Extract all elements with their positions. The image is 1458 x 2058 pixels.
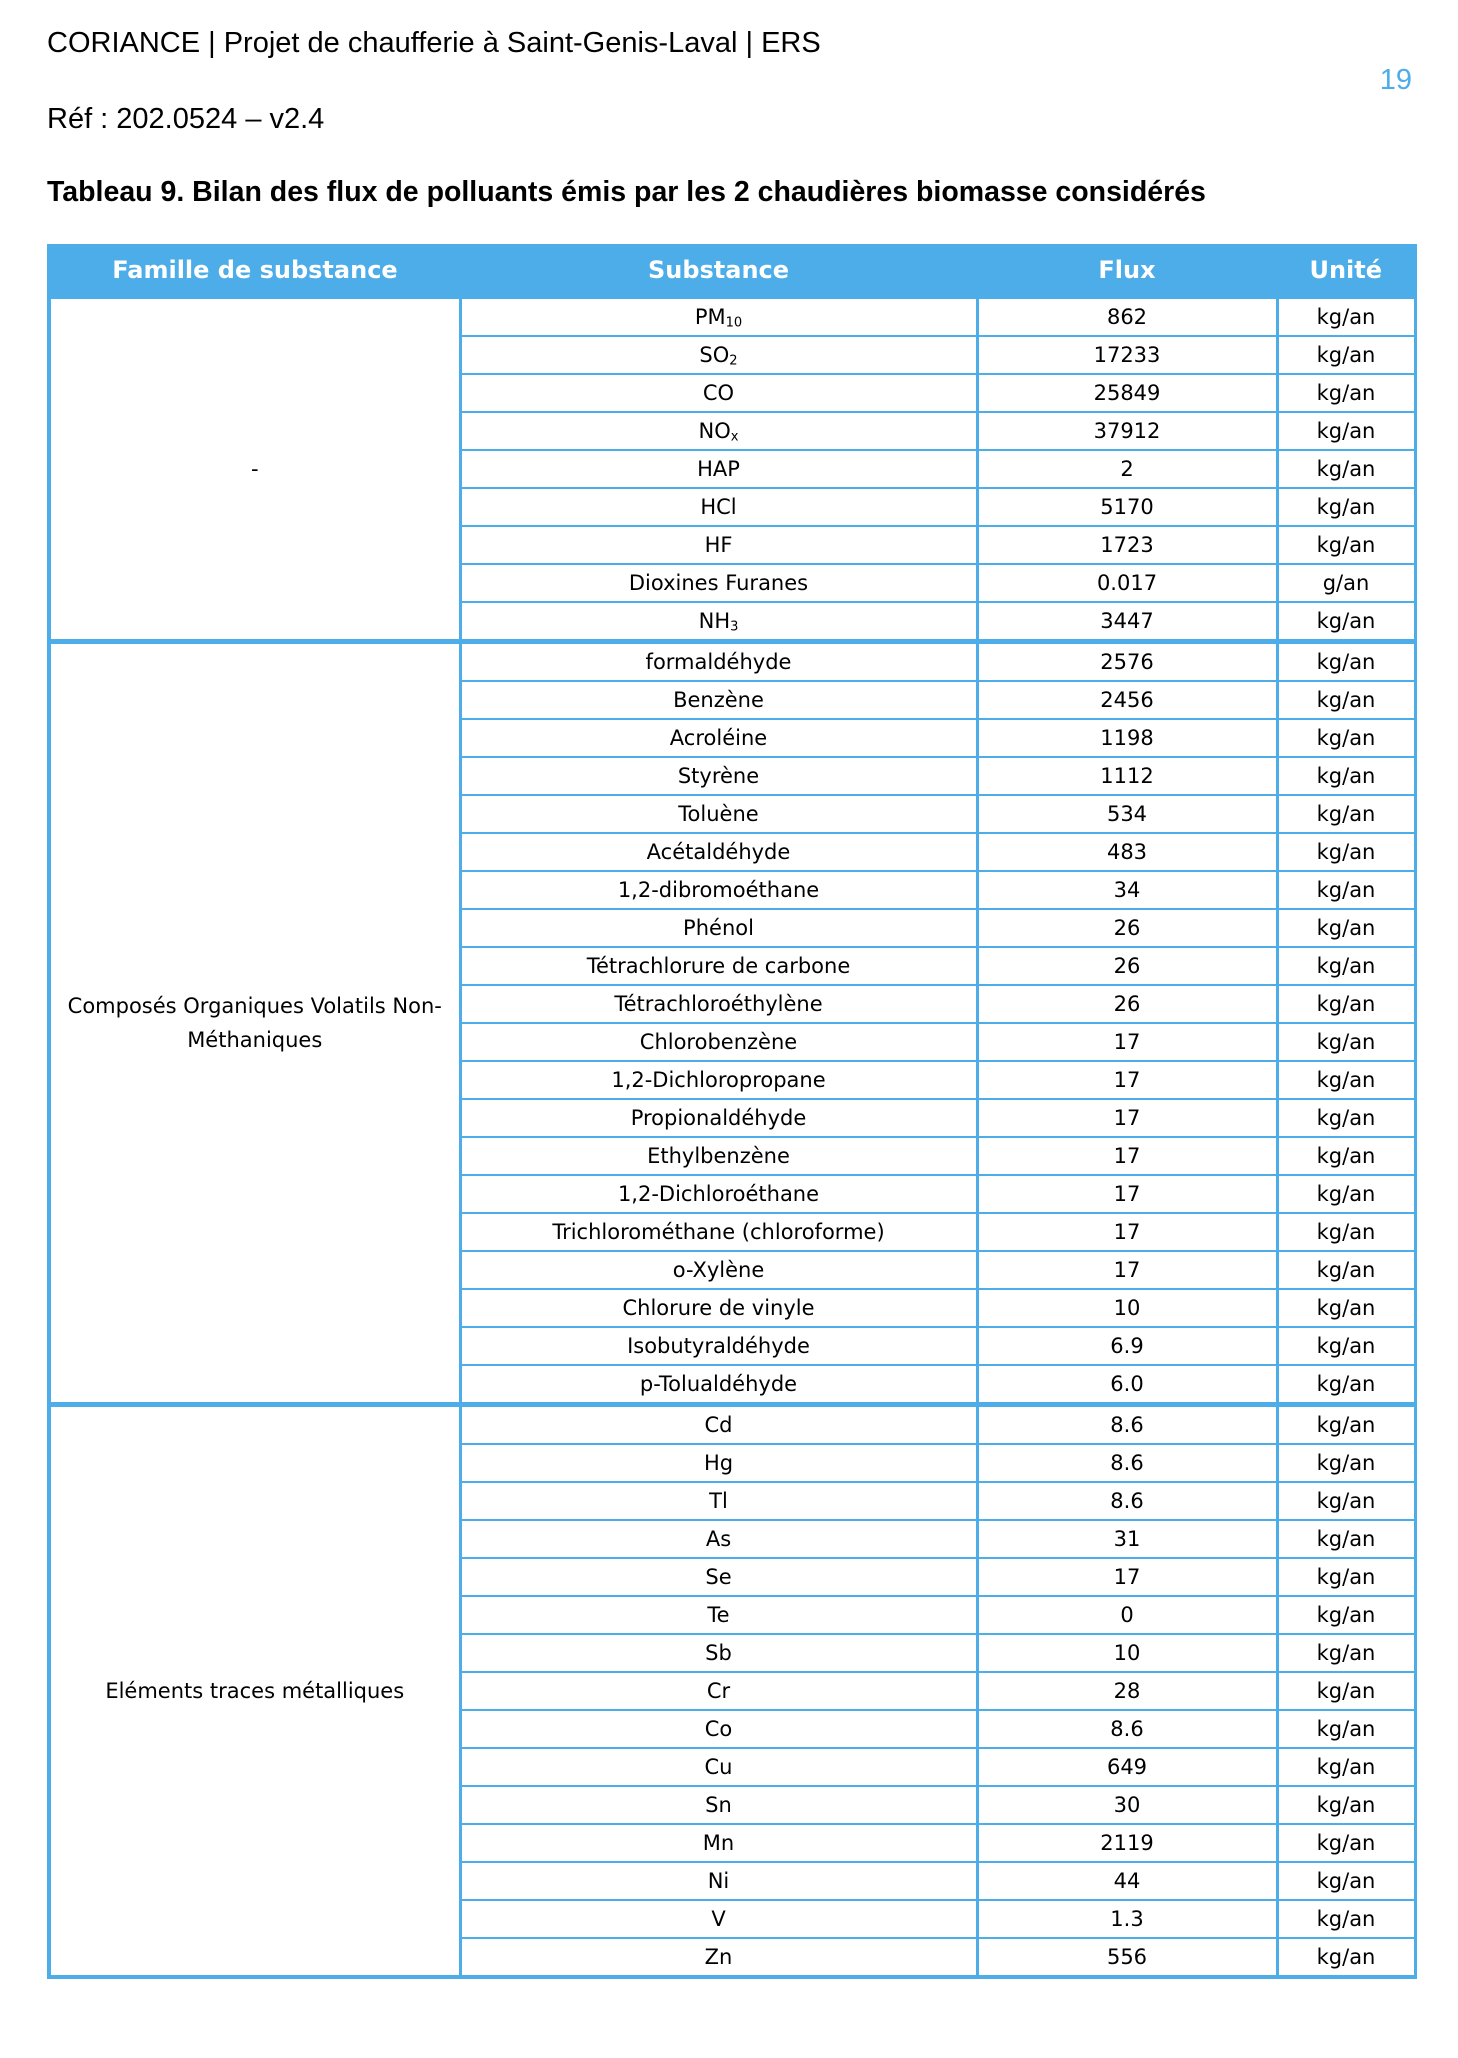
flux-cell: 17 bbox=[977, 1251, 1277, 1289]
substance-name: Toluène bbox=[678, 802, 759, 826]
flux-cell: 1.3 bbox=[977, 1900, 1277, 1938]
unit-cell: kg/an bbox=[1277, 795, 1415, 833]
unit-cell: kg/an bbox=[1277, 947, 1415, 985]
substance-name: Propionaldéhyde bbox=[630, 1106, 807, 1130]
pollutant-flux-table bbox=[47, 244, 1417, 1979]
unit-cell: kg/an bbox=[1277, 1251, 1415, 1289]
substance-name: CO bbox=[702, 381, 735, 405]
flux-cell: 862 bbox=[977, 297, 1277, 337]
substance-name: Benzène bbox=[673, 688, 764, 712]
flux-cell: 2119 bbox=[977, 1824, 1277, 1862]
substance-name: Chlorure de vinyle bbox=[622, 1296, 815, 1320]
substance-cell bbox=[460, 1061, 977, 1099]
substance-cell bbox=[460, 1327, 977, 1365]
substance-name: formaldéhyde bbox=[645, 650, 792, 674]
unit-cell: kg/an bbox=[1277, 1099, 1415, 1137]
substance-cell bbox=[460, 564, 977, 602]
flux-cell: 17 bbox=[977, 1023, 1277, 1061]
unit-cell: kg/an bbox=[1277, 1482, 1415, 1520]
flux-cell: 17 bbox=[977, 1137, 1277, 1175]
substance-name: 1,2-Dichloropropane bbox=[611, 1068, 826, 1092]
unit-cell: kg/an bbox=[1277, 412, 1415, 450]
substance-name: HAP bbox=[697, 457, 740, 481]
unit-cell: kg/an bbox=[1277, 336, 1415, 374]
substance-cell bbox=[460, 1862, 977, 1900]
unit-cell: kg/an bbox=[1277, 1710, 1415, 1748]
flux-cell: 0.017 bbox=[977, 564, 1277, 602]
column-header-substance: Substance bbox=[460, 245, 977, 297]
flux-cell: 556 bbox=[977, 1938, 1277, 1977]
substance-cell bbox=[460, 412, 977, 450]
flux-cell: 10 bbox=[977, 1634, 1277, 1672]
flux-cell: 31 bbox=[977, 1520, 1277, 1558]
unit-cell: kg/an bbox=[1277, 1596, 1415, 1634]
substance-name: SO bbox=[699, 343, 730, 367]
substance-cell bbox=[460, 947, 977, 985]
table-body bbox=[49, 297, 1415, 1978]
unit-cell: kg/an bbox=[1277, 1672, 1415, 1710]
substance-cell bbox=[460, 1824, 977, 1862]
substance-name: Isobutyraldéhyde bbox=[627, 1334, 810, 1358]
substance-name: o-Xylène bbox=[672, 1258, 765, 1282]
substance-cell bbox=[460, 1938, 977, 1977]
substance-name: HF bbox=[704, 533, 733, 557]
substance-cell bbox=[460, 336, 977, 374]
flux-cell: 17 bbox=[977, 1213, 1277, 1251]
flux-cell: 2 bbox=[977, 450, 1277, 488]
family-cell: Composés Organiques Volatils Non-Méthaniques bbox=[49, 642, 460, 1405]
flux-cell: 17 bbox=[977, 1099, 1277, 1137]
substance-name: NO bbox=[698, 419, 731, 443]
unit-cell: kg/an bbox=[1277, 1365, 1415, 1405]
pollutant-flux-table-container bbox=[47, 244, 1413, 1979]
substance-cell bbox=[460, 1748, 977, 1786]
flux-cell: 8.6 bbox=[977, 1405, 1277, 1445]
flux-cell: 534 bbox=[977, 795, 1277, 833]
substance-cell bbox=[460, 297, 977, 337]
substance-cell bbox=[460, 795, 977, 833]
substance-name: 1,2-Dichloroéthane bbox=[617, 1182, 820, 1206]
flux-cell: 8.6 bbox=[977, 1482, 1277, 1520]
unit-cell: kg/an bbox=[1277, 1061, 1415, 1099]
substance-name: Te bbox=[707, 1603, 730, 1627]
flux-cell: 1198 bbox=[977, 719, 1277, 757]
substance-name: p-Tolualdéhyde bbox=[639, 1372, 798, 1396]
substance-cell bbox=[460, 1213, 977, 1251]
page-number: 19 bbox=[1379, 64, 1412, 96]
unit-cell: kg/an bbox=[1277, 985, 1415, 1023]
flux-cell: 6.9 bbox=[977, 1327, 1277, 1365]
substance-cell bbox=[460, 1710, 977, 1748]
substance-name: Styrène bbox=[677, 764, 760, 788]
unit-cell: kg/an bbox=[1277, 1862, 1415, 1900]
substance-name: Dioxines Furanes bbox=[628, 571, 809, 595]
unit-cell: kg/an bbox=[1277, 1824, 1415, 1862]
substance-name: Ni bbox=[707, 1869, 730, 1893]
unit-cell: kg/an bbox=[1277, 1023, 1415, 1061]
document-reference: Réf : 202.0524 – v2.4 bbox=[47, 103, 325, 135]
substance-name: Mn bbox=[702, 1831, 735, 1855]
unit-cell: kg/an bbox=[1277, 374, 1415, 412]
flux-cell: 28 bbox=[977, 1672, 1277, 1710]
substance-cell bbox=[460, 1786, 977, 1824]
unit-cell: kg/an bbox=[1277, 871, 1415, 909]
substance-cell bbox=[460, 1558, 977, 1596]
unit-cell: kg/an bbox=[1277, 681, 1415, 719]
flux-cell: 483 bbox=[977, 833, 1277, 871]
substance-cell bbox=[460, 1365, 977, 1405]
substance-cell bbox=[460, 681, 977, 719]
flux-cell: 8.6 bbox=[977, 1710, 1277, 1748]
substance-name: 1,2-dibromoéthane bbox=[617, 878, 820, 902]
substance-cell bbox=[460, 602, 977, 642]
unit-cell: kg/an bbox=[1277, 1786, 1415, 1824]
substance-name: As bbox=[705, 1527, 732, 1551]
flux-cell: 17 bbox=[977, 1061, 1277, 1099]
substance-cell bbox=[460, 488, 977, 526]
flux-cell: 17 bbox=[977, 1558, 1277, 1596]
substance-cell bbox=[460, 719, 977, 757]
substance-name: Trichlorométhane (chloroforme) bbox=[552, 1220, 885, 1244]
substance-cell bbox=[460, 1175, 977, 1213]
substance-subscript: x bbox=[730, 429, 739, 445]
table-row bbox=[49, 642, 1415, 682]
flux-cell: 6.0 bbox=[977, 1365, 1277, 1405]
substance-name: Tétrachloroéthylène bbox=[614, 992, 823, 1016]
substance-name: Phénol bbox=[683, 916, 754, 940]
substance-cell bbox=[460, 909, 977, 947]
table-title: Tableau 9. Bilan des flux de polluants émis par les 2 chaudières biomasse considérés bbox=[47, 176, 1206, 208]
substance-cell bbox=[460, 985, 977, 1023]
table-row bbox=[49, 297, 1415, 337]
substance-cell bbox=[460, 757, 977, 795]
unit-cell: g/an bbox=[1277, 564, 1415, 602]
substance-name: Acroléine bbox=[669, 726, 768, 750]
flux-cell: 2576 bbox=[977, 642, 1277, 682]
flux-cell: 17 bbox=[977, 1175, 1277, 1213]
unit-cell: kg/an bbox=[1277, 642, 1415, 682]
substance-cell bbox=[460, 833, 977, 871]
substance-cell bbox=[460, 871, 977, 909]
document-header-title: CORIANCE | Projet de chaufferie à Saint-Genis-Laval | ERS bbox=[47, 27, 821, 59]
flux-cell: 44 bbox=[977, 1862, 1277, 1900]
unit-cell: kg/an bbox=[1277, 1900, 1415, 1938]
substance-name: Cd bbox=[704, 1413, 733, 1437]
unit-cell: kg/an bbox=[1277, 1634, 1415, 1672]
substance-cell bbox=[460, 1596, 977, 1634]
column-header-family: Famille de substance bbox=[49, 245, 460, 297]
substance-name: Hg bbox=[703, 1451, 734, 1475]
substance-name: Acétaldéhyde bbox=[646, 840, 791, 864]
substance-cell bbox=[460, 1672, 977, 1710]
flux-cell: 26 bbox=[977, 947, 1277, 985]
flux-cell: 2456 bbox=[977, 681, 1277, 719]
flux-cell: 5170 bbox=[977, 488, 1277, 526]
unit-cell: kg/an bbox=[1277, 1444, 1415, 1482]
flux-cell: 25849 bbox=[977, 374, 1277, 412]
substance-cell bbox=[460, 1900, 977, 1938]
flux-cell: 3447 bbox=[977, 602, 1277, 642]
flux-cell: 30 bbox=[977, 1786, 1277, 1824]
unit-cell: kg/an bbox=[1277, 1520, 1415, 1558]
substance-cell bbox=[460, 1444, 977, 1482]
flux-cell: 37912 bbox=[977, 412, 1277, 450]
substance-name: Cr bbox=[706, 1679, 731, 1703]
flux-cell: 1723 bbox=[977, 526, 1277, 564]
substance-name: Co bbox=[704, 1717, 733, 1741]
substance-name: Se bbox=[705, 1565, 732, 1589]
family-cell: Eléments traces métalliques bbox=[49, 1405, 460, 1978]
table-header-row bbox=[49, 245, 1415, 297]
unit-cell: kg/an bbox=[1277, 719, 1415, 757]
unit-cell: kg/an bbox=[1277, 909, 1415, 947]
unit-cell: kg/an bbox=[1277, 1327, 1415, 1365]
substance-name: NH bbox=[698, 609, 731, 633]
substance-cell bbox=[460, 1405, 977, 1445]
unit-cell: kg/an bbox=[1277, 450, 1415, 488]
substance-cell bbox=[460, 1099, 977, 1137]
unit-cell: kg/an bbox=[1277, 1175, 1415, 1213]
unit-cell: kg/an bbox=[1277, 1748, 1415, 1786]
substance-name: Tétrachlorure de carbone bbox=[586, 954, 851, 978]
substance-cell bbox=[460, 1137, 977, 1175]
column-header-flux: Flux bbox=[977, 245, 1277, 297]
substance-cell bbox=[460, 642, 977, 682]
substance-subscript: 10 bbox=[725, 315, 743, 331]
substance-name: Sb bbox=[705, 1641, 732, 1665]
unit-cell: kg/an bbox=[1277, 1938, 1415, 1977]
unit-cell: kg/an bbox=[1277, 602, 1415, 642]
substance-name: Cu bbox=[704, 1755, 733, 1779]
substance-subscript: 2 bbox=[729, 353, 738, 369]
substance-name: Chlorobenzène bbox=[639, 1030, 798, 1054]
family-cell: - bbox=[49, 297, 460, 642]
unit-cell: kg/an bbox=[1277, 526, 1415, 564]
substance-name: HCl bbox=[700, 495, 737, 519]
substance-cell bbox=[460, 526, 977, 564]
flux-cell: 17233 bbox=[977, 336, 1277, 374]
substance-name: Sn bbox=[705, 1793, 732, 1817]
unit-cell: kg/an bbox=[1277, 1137, 1415, 1175]
unit-cell: kg/an bbox=[1277, 833, 1415, 871]
flux-cell: 0 bbox=[977, 1596, 1277, 1634]
unit-cell: kg/an bbox=[1277, 1289, 1415, 1327]
substance-cell bbox=[460, 1023, 977, 1061]
substance-name: PM bbox=[694, 305, 726, 329]
substance-cell bbox=[460, 450, 977, 488]
substance-name: Zn bbox=[704, 1945, 733, 1969]
table-row bbox=[49, 1405, 1415, 1445]
flux-cell: 8.6 bbox=[977, 1444, 1277, 1482]
substance-cell bbox=[460, 1251, 977, 1289]
unit-cell: kg/an bbox=[1277, 488, 1415, 526]
substance-name: Tl bbox=[709, 1489, 728, 1513]
substance-name: V bbox=[711, 1907, 726, 1931]
substance-cell bbox=[460, 1289, 977, 1327]
substance-cell bbox=[460, 374, 977, 412]
unit-cell: kg/an bbox=[1277, 757, 1415, 795]
flux-cell: 26 bbox=[977, 909, 1277, 947]
substance-name: Ethylbenzène bbox=[647, 1144, 790, 1168]
flux-cell: 649 bbox=[977, 1748, 1277, 1786]
substance-subscript: 3 bbox=[730, 619, 739, 635]
flux-cell: 34 bbox=[977, 871, 1277, 909]
unit-cell: kg/an bbox=[1277, 1213, 1415, 1251]
substance-cell bbox=[460, 1482, 977, 1520]
column-header-unit: Unité bbox=[1277, 245, 1415, 297]
flux-cell: 1112 bbox=[977, 757, 1277, 795]
flux-cell: 10 bbox=[977, 1289, 1277, 1327]
substance-cell bbox=[460, 1634, 977, 1672]
unit-cell: kg/an bbox=[1277, 1558, 1415, 1596]
unit-cell: kg/an bbox=[1277, 297, 1415, 337]
flux-cell: 26 bbox=[977, 985, 1277, 1023]
substance-cell bbox=[460, 1520, 977, 1558]
unit-cell: kg/an bbox=[1277, 1405, 1415, 1445]
